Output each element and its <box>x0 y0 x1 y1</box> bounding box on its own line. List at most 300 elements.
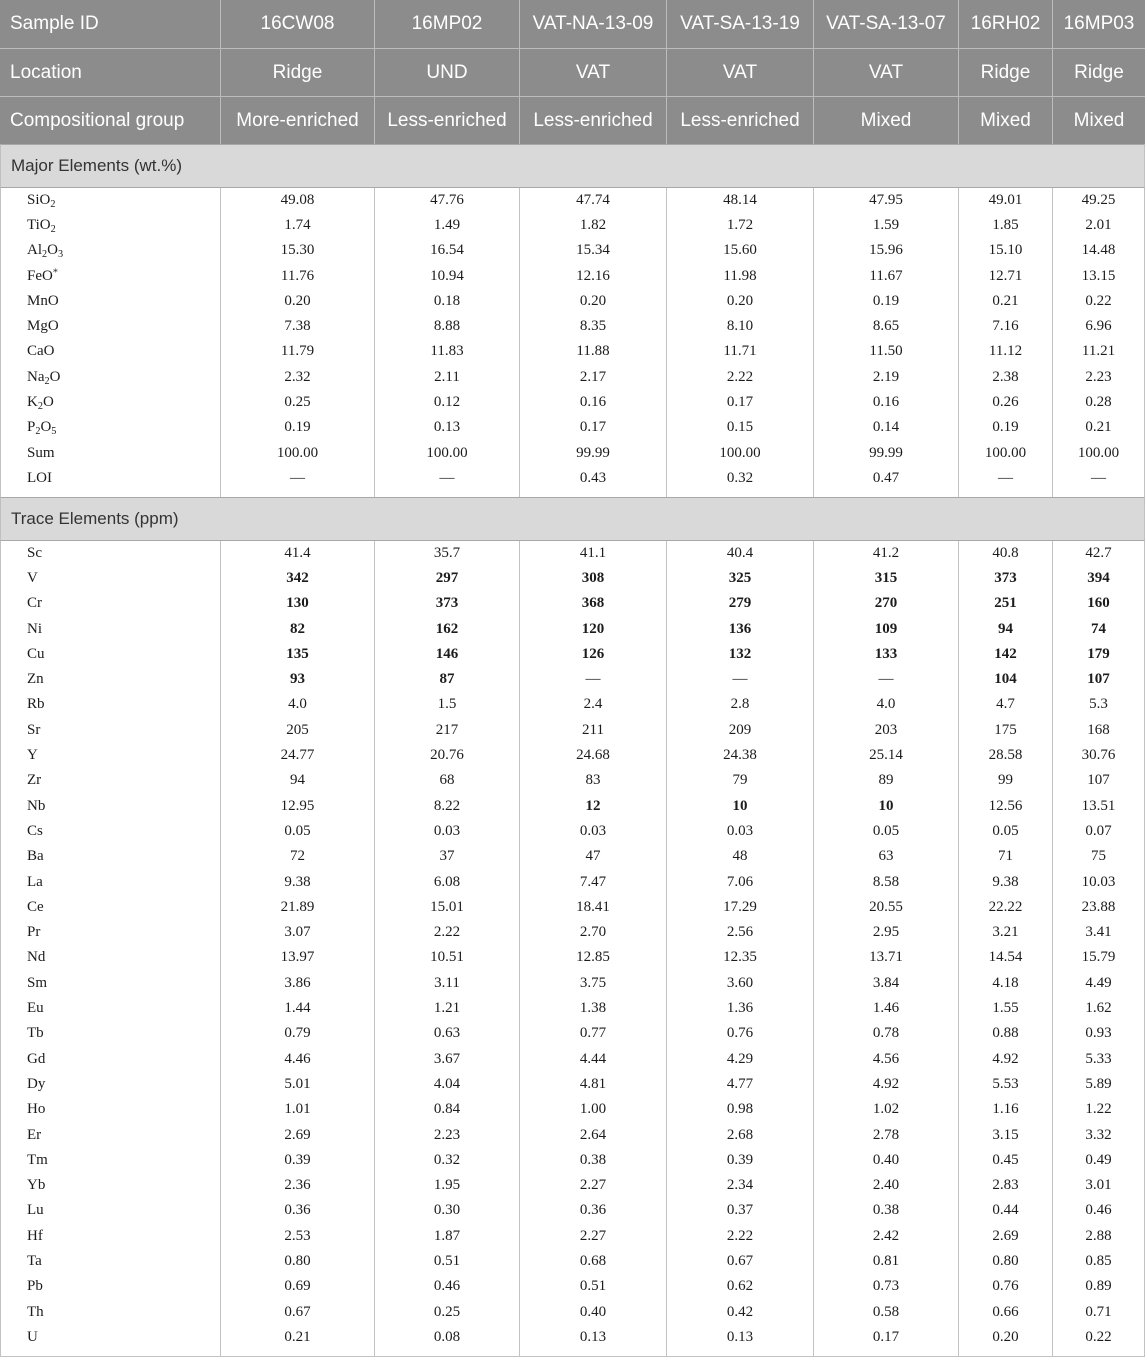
value-cell: 0.47 <box>813 466 958 491</box>
value-cell: 47.74 <box>519 188 666 213</box>
value-cell: 2.56 <box>666 920 813 945</box>
element-label-cell <box>0 1274 220 1299</box>
value-cell: 2.17 <box>519 365 666 390</box>
element-label-cell <box>0 996 220 1021</box>
element-label: MnO <box>27 292 59 309</box>
row-sr <box>0 718 1145 743</box>
value-cell: 49.01 <box>958 188 1052 213</box>
value-cell: 325 <box>666 566 813 591</box>
value-cell: 0.17 <box>666 390 813 415</box>
value-cell: 0.03 <box>666 819 813 844</box>
value-cell: 0.88 <box>958 1021 1052 1046</box>
value-cell: 2.53 <box>220 1224 374 1249</box>
value-cell: 132 <box>666 642 813 667</box>
value-cell: 373 <box>958 566 1052 591</box>
value-cell: 2.22 <box>666 1224 813 1249</box>
value-cell: 17.29 <box>666 895 813 920</box>
value-cell: 13.71 <box>813 945 958 970</box>
element-label-cell <box>0 339 220 364</box>
value-cell: 0.58 <box>813 1299 958 1324</box>
value-cell: 12.71 <box>958 263 1052 288</box>
row-nd <box>0 945 1145 970</box>
value-cell: 24.38 <box>666 743 813 768</box>
value-cell: 75 <box>1052 844 1145 869</box>
value-cell: 15.79 <box>1052 945 1145 970</box>
row-tm <box>0 1148 1145 1173</box>
value-cell: 160 <box>1052 591 1145 616</box>
element-label: Zn <box>27 671 44 688</box>
value-cell: 0.38 <box>813 1198 958 1223</box>
value-cell: 6.08 <box>374 869 519 894</box>
value-cell: 0.12 <box>374 390 519 415</box>
value-cell: 68 <box>374 768 519 793</box>
value-cell: 308 <box>519 566 666 591</box>
value-cell: 0.22 <box>1052 1325 1145 1350</box>
value-cell: 4.0 <box>813 692 958 717</box>
element-label-cell <box>0 1122 220 1147</box>
value-cell: 0.30 <box>374 1198 519 1223</box>
value-cell: 4.29 <box>666 1047 813 1072</box>
element-label: Sc <box>27 544 42 561</box>
value-cell: 0.69 <box>220 1274 374 1299</box>
element-label: Hf <box>27 1227 43 1244</box>
value-cell: 1.44 <box>220 996 374 1021</box>
value-cell: 0.22 <box>1052 289 1145 314</box>
location-row <box>0 48 1145 96</box>
value-cell: 7.06 <box>666 869 813 894</box>
section-title: Trace Elements (ppm) <box>11 508 179 528</box>
value-cell: 0.26 <box>958 390 1052 415</box>
value-cell: 0.13 <box>666 1325 813 1350</box>
element-label: MgO <box>27 318 59 335</box>
row-th <box>0 1299 1145 1324</box>
value-cell: 3.60 <box>666 971 813 996</box>
value-cell: 4.04 <box>374 1072 519 1097</box>
spacer-cell <box>374 491 519 497</box>
label-text: Na <box>27 368 45 385</box>
value-cell: 42.7 <box>1052 541 1145 566</box>
value-cell: 49.08 <box>220 188 374 213</box>
value-cell: 15.34 <box>519 238 666 263</box>
value-cell: 12.95 <box>220 794 374 819</box>
value-cell: 279 <box>666 591 813 616</box>
row-cs <box>0 819 1145 844</box>
value-cell: 15.01 <box>374 895 519 920</box>
value-cell: 0.40 <box>813 1148 958 1173</box>
section-end-spacer <box>0 1350 1145 1357</box>
value-cell: 0.21 <box>1052 415 1145 440</box>
row-er <box>0 1122 1145 1147</box>
value-cell: 2.69 <box>958 1224 1052 1249</box>
element-label-cell <box>0 1224 220 1249</box>
value-cell: 0.17 <box>813 1325 958 1350</box>
value-cell: 270 <box>813 591 958 616</box>
value-cell: 2.22 <box>374 920 519 945</box>
element-label-cell <box>0 971 220 996</box>
value-cell: 0.39 <box>220 1148 374 1173</box>
element-label-cell <box>0 541 220 566</box>
compositional-group-cell: Less-enriched <box>519 97 666 144</box>
sample-id-label: Sample ID <box>10 13 99 34</box>
value-cell: 9.38 <box>220 869 374 894</box>
row-hf <box>0 1224 1145 1249</box>
element-label-cell <box>0 188 220 213</box>
value-cell: 315 <box>813 566 958 591</box>
element-label: Tb <box>27 1025 44 1042</box>
value-cell: 2.34 <box>666 1173 813 1198</box>
value-cell: 1.62 <box>1052 996 1145 1021</box>
element-label <box>27 242 64 261</box>
row-ni <box>0 616 1145 641</box>
value-cell: 0.39 <box>666 1148 813 1173</box>
value-cell: 1.22 <box>1052 1097 1145 1122</box>
label-superscript: * <box>52 266 58 278</box>
value-cell: 2.19 <box>813 365 958 390</box>
row-lu <box>0 1198 1145 1223</box>
sample-id-cell: 16CW08 <box>220 0 374 48</box>
section-major-elements-wt-row <box>0 144 1145 188</box>
label-text: Al <box>27 242 42 259</box>
value-cell: 5.53 <box>958 1072 1052 1097</box>
value-cell: 12 <box>519 794 666 819</box>
row-cu <box>0 642 1145 667</box>
element-label: Lu <box>27 1202 44 1219</box>
value-cell: 1.59 <box>813 213 958 238</box>
row-ba <box>0 844 1145 869</box>
value-cell: 0.17 <box>519 415 666 440</box>
value-cell: 1.16 <box>958 1097 1052 1122</box>
row-la <box>0 869 1145 894</box>
value-cell: 93 <box>220 667 374 692</box>
value-cell: 8.58 <box>813 869 958 894</box>
row-na2o <box>0 365 1145 390</box>
value-cell: 2.27 <box>519 1224 666 1249</box>
label-text: K <box>27 394 38 411</box>
value-cell: 0.28 <box>1052 390 1145 415</box>
value-cell: — <box>374 466 519 491</box>
value-cell: 0.20 <box>666 289 813 314</box>
spacer-cell <box>813 1350 958 1357</box>
element-label: Ta <box>27 1253 42 1270</box>
value-cell: 0.40 <box>519 1299 666 1324</box>
value-cell: 47 <box>519 844 666 869</box>
row-v <box>0 566 1145 591</box>
compositional-group-cell: Less-enriched <box>666 97 813 144</box>
value-cell: 8.10 <box>666 314 813 339</box>
element-label: Pr <box>27 924 41 941</box>
value-cell: 11.76 <box>220 263 374 288</box>
sample-id-cell: VAT-NA-13-09 <box>519 0 666 48</box>
row-pb <box>0 1274 1145 1299</box>
value-cell: 11.21 <box>1052 339 1145 364</box>
spacer-cell <box>0 491 220 497</box>
element-label: Y <box>27 747 38 764</box>
value-cell: 63 <box>813 844 958 869</box>
value-cell: 342 <box>220 566 374 591</box>
value-cell: 0.32 <box>374 1148 519 1173</box>
value-cell: 87 <box>374 667 519 692</box>
row-sm <box>0 971 1145 996</box>
value-cell: 0.46 <box>1052 1198 1145 1223</box>
label-subscript: 2 <box>42 249 48 261</box>
value-cell: 0.51 <box>374 1249 519 1274</box>
spacer-cell <box>958 1350 1052 1357</box>
value-cell: 0.46 <box>374 1274 519 1299</box>
element-label-cell <box>0 692 220 717</box>
value-cell: 10.94 <box>374 263 519 288</box>
value-cell: 20.76 <box>374 743 519 768</box>
label-text: O <box>49 368 61 385</box>
value-cell: 15.96 <box>813 238 958 263</box>
location-cell: UND <box>374 49 519 96</box>
element-label-cell <box>0 1249 220 1274</box>
element-label-cell <box>0 945 220 970</box>
value-cell: 0.67 <box>220 1299 374 1324</box>
value-cell: 2.64 <box>519 1122 666 1147</box>
value-cell: 15.10 <box>958 238 1052 263</box>
sample-id-cell: 16MP02 <box>374 0 519 48</box>
element-label <box>27 193 55 208</box>
element-label: Cr <box>27 595 42 612</box>
value-cell: 18.41 <box>519 895 666 920</box>
value-cell: 0.77 <box>519 1021 666 1046</box>
element-label: Sum <box>27 444 55 461</box>
value-cell: 0.45 <box>958 1148 1052 1173</box>
value-cell: 9.38 <box>958 869 1052 894</box>
row-pr <box>0 920 1145 945</box>
row-u <box>0 1325 1145 1350</box>
value-cell: 100.00 <box>1052 440 1145 465</box>
value-cell: — <box>220 466 374 491</box>
value-cell: — <box>958 466 1052 491</box>
value-cell: 4.18 <box>958 971 1052 996</box>
element-label-cell <box>0 1299 220 1324</box>
label-text: O <box>42 394 54 411</box>
value-cell: 4.7 <box>958 692 1052 717</box>
value-cell: 4.92 <box>813 1072 958 1097</box>
row-cr <box>0 591 1145 616</box>
value-cell: 1.5 <box>374 692 519 717</box>
value-cell: 2.95 <box>813 920 958 945</box>
value-cell: 120 <box>519 616 666 641</box>
value-cell: 100.00 <box>374 440 519 465</box>
element-label-cell <box>0 1148 220 1173</box>
value-cell: 146 <box>374 642 519 667</box>
element-label: La <box>27 873 43 890</box>
value-cell: 2.42 <box>813 1224 958 1249</box>
value-cell: 4.77 <box>666 1072 813 1097</box>
element-label <box>27 370 60 385</box>
value-cell: 12.85 <box>519 945 666 970</box>
label-text: P <box>27 419 36 436</box>
element-label: Ba <box>27 848 44 865</box>
value-cell: 0.51 <box>519 1274 666 1299</box>
value-cell: 297 <box>374 566 519 591</box>
value-cell: 0.15 <box>666 415 813 440</box>
value-cell: 1.01 <box>220 1097 374 1122</box>
value-cell: 10.51 <box>374 945 519 970</box>
value-cell: 2.4 <box>519 692 666 717</box>
value-cell: 0.05 <box>220 819 374 844</box>
value-cell: 0.25 <box>374 1299 519 1324</box>
value-cell: 100.00 <box>666 440 813 465</box>
row-k2o <box>0 390 1145 415</box>
value-cell: 0.16 <box>813 390 958 415</box>
element-label-cell <box>0 1325 220 1350</box>
element-label-cell <box>0 743 220 768</box>
value-cell: 94 <box>220 768 374 793</box>
value-cell: 1.95 <box>374 1173 519 1198</box>
value-cell: 7.47 <box>519 869 666 894</box>
element-label: Tm <box>27 1151 48 1168</box>
value-cell: 47.76 <box>374 188 519 213</box>
value-cell: 2.68 <box>666 1122 813 1147</box>
value-cell: 2.01 <box>1052 213 1145 238</box>
element-label-cell <box>0 844 220 869</box>
label-subscript: 3 <box>57 249 64 261</box>
row-gd <box>0 1047 1145 1072</box>
element-label-cell <box>0 667 220 692</box>
value-cell: 0.78 <box>813 1021 958 1046</box>
element-label: Rb <box>27 696 45 713</box>
value-cell: 0.67 <box>666 1249 813 1274</box>
value-cell: 13.97 <box>220 945 374 970</box>
value-cell: 0.93 <box>1052 1021 1145 1046</box>
element-label <box>27 394 54 413</box>
value-cell: 0.08 <box>374 1325 519 1350</box>
value-cell: 47.95 <box>813 188 958 213</box>
value-cell: 7.38 <box>220 314 374 339</box>
value-cell: 94 <box>958 616 1052 641</box>
value-cell: 20.55 <box>813 895 958 920</box>
compositional-group-cell: Mixed <box>958 97 1052 144</box>
value-cell: 2.69 <box>220 1122 374 1147</box>
value-cell: 8.88 <box>374 314 519 339</box>
value-cell: 15.60 <box>666 238 813 263</box>
sample-id-cell: VAT-SA-13-07 <box>813 0 958 48</box>
element-label <box>27 218 56 233</box>
value-cell: 0.21 <box>220 1325 374 1350</box>
element-label-cell <box>0 869 220 894</box>
value-cell: 11.12 <box>958 339 1052 364</box>
value-cell: 14.54 <box>958 945 1052 970</box>
element-label-cell <box>0 365 220 390</box>
element-label: Nd <box>27 949 46 966</box>
value-cell: 3.07 <box>220 920 374 945</box>
element-label: Eu <box>27 1000 44 1017</box>
value-cell: 0.07 <box>1052 819 1145 844</box>
value-cell: 0.68 <box>519 1249 666 1274</box>
row-cao <box>0 339 1145 364</box>
label-text: FeO <box>27 267 53 284</box>
element-label-cell <box>0 440 220 465</box>
row-loi <box>0 466 1145 491</box>
value-cell: 1.21 <box>374 996 519 1021</box>
value-cell: 130 <box>220 591 374 616</box>
value-cell: 0.80 <box>958 1249 1052 1274</box>
value-cell: 1.36 <box>666 996 813 1021</box>
value-cell: 10 <box>813 794 958 819</box>
element-label: U <box>27 1328 38 1345</box>
value-cell: 373 <box>374 591 519 616</box>
compositional-group-cell: Mixed <box>813 97 958 144</box>
value-cell: 7.16 <box>958 314 1052 339</box>
value-cell: — <box>666 667 813 692</box>
row-yb <box>0 1173 1145 1198</box>
value-cell: 107 <box>1052 768 1145 793</box>
value-cell: 37 <box>374 844 519 869</box>
value-cell: 8.35 <box>519 314 666 339</box>
row-zn <box>0 667 1145 692</box>
value-cell: 24.68 <box>519 743 666 768</box>
value-cell: 2.8 <box>666 692 813 717</box>
element-label: Cs <box>27 822 43 839</box>
value-cell: 3.21 <box>958 920 1052 945</box>
value-cell: 4.46 <box>220 1047 374 1072</box>
value-cell: 0.63 <box>374 1021 519 1046</box>
value-cell: 2.23 <box>374 1122 519 1147</box>
value-cell: 3.84 <box>813 971 958 996</box>
value-cell: 13.51 <box>1052 794 1145 819</box>
row-y <box>0 743 1145 768</box>
value-cell: 394 <box>1052 566 1145 591</box>
value-cell: 0.76 <box>666 1021 813 1046</box>
value-cell: 2.22 <box>666 365 813 390</box>
value-cell: 40.4 <box>666 541 813 566</box>
value-cell: 0.16 <box>519 390 666 415</box>
sample-id-cell: VAT-SA-13-19 <box>666 0 813 48</box>
value-cell: 0.19 <box>958 415 1052 440</box>
value-cell: 0.42 <box>666 1299 813 1324</box>
row-rb <box>0 692 1145 717</box>
element-label-cell <box>0 920 220 945</box>
compositional-group-label: Compositional group <box>10 109 185 131</box>
value-cell: 1.85 <box>958 213 1052 238</box>
value-cell: 12.56 <box>958 794 1052 819</box>
location-label: Location <box>10 61 82 83</box>
value-cell: 107 <box>1052 667 1145 692</box>
value-cell: 3.11 <box>374 971 519 996</box>
element-label-cell <box>0 390 220 415</box>
sample-id-cell: 16RH02 <box>958 0 1052 48</box>
element-label: Ho <box>27 1101 46 1118</box>
value-cell: 6.96 <box>1052 314 1145 339</box>
value-cell: 109 <box>813 616 958 641</box>
value-cell: 0.36 <box>220 1198 374 1223</box>
value-cell: 5.89 <box>1052 1072 1145 1097</box>
spacer-cell <box>666 1350 813 1357</box>
value-cell: 0.25 <box>220 390 374 415</box>
value-cell: 203 <box>813 718 958 743</box>
row-mno <box>0 289 1145 314</box>
value-cell: 2.27 <box>519 1173 666 1198</box>
value-cell: 0.62 <box>666 1274 813 1299</box>
label-subscript: 2 <box>44 375 50 387</box>
value-cell: 4.81 <box>519 1072 666 1097</box>
value-cell: 48.14 <box>666 188 813 213</box>
value-cell: 0.44 <box>958 1198 1052 1223</box>
element-label-cell <box>0 1198 220 1223</box>
value-cell: 0.05 <box>958 819 1052 844</box>
value-cell: 74 <box>1052 616 1145 641</box>
value-cell: 0.13 <box>519 1325 666 1350</box>
element-label: Nb <box>27 797 46 814</box>
value-cell: 0.20 <box>519 289 666 314</box>
row-sum <box>0 440 1145 465</box>
label-subscript: 5 <box>51 426 57 438</box>
value-cell: 13.15 <box>1052 263 1145 288</box>
value-cell: 2.36 <box>220 1173 374 1198</box>
